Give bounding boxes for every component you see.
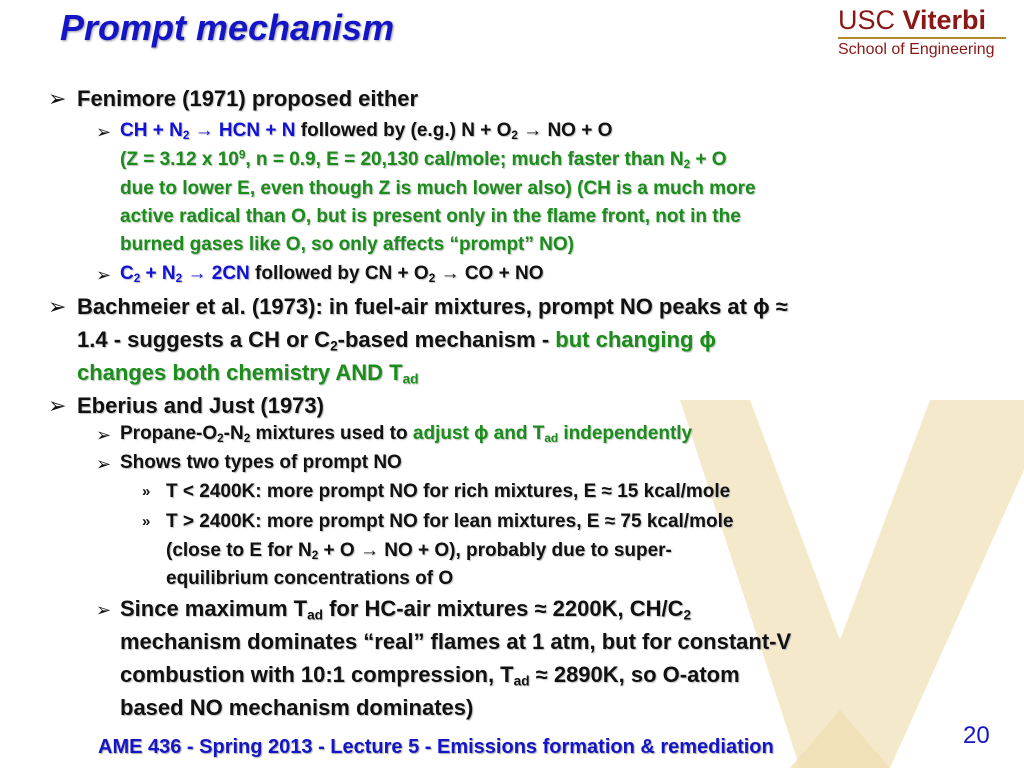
sub-bullet-max-tad: Since maximum $T_{ad}$ for HC-air mixtures ≈ 2200K, $CH/C_2$ (120, 596, 692, 623)
arrow-bullet-icon: ➢ (96, 265, 112, 285)
explanation-line: due to lower E, even though Z is much lower also) (CH is a much more (120, 178, 756, 199)
slide-footer: AME 436 - Spring 2013 - Lecture 5 - Emissions formation & remediation (98, 736, 774, 758)
arrow-bullet-icon: ➢ (48, 294, 67, 319)
sub-bullet-ch-reaction: CH + $N_2$ → HCN + N followed by (e.g.) $N + O_2$ → NO + O (120, 120, 613, 142)
sub-sub-bullet-lean-line3: equilibrium concentrations of O (166, 568, 454, 589)
explanation-line: burned gases like O, so only affects “prompt” NO) (120, 234, 574, 255)
sub-bullet-max-tad-line3: combustion with 10:1 compression, $T_{ad} \approx 2890K$, so O-atom (120, 662, 740, 689)
arrow-bullet-icon: ➢ (96, 425, 112, 445)
usc-viterbi-logo: USC Viterbi School of Engineering (838, 4, 1006, 59)
bullet-bachmeier: Bachmeier et al. (1973): in fuel-air mixtures, prompt NO peaks at ϕ ≈ (77, 294, 788, 319)
watermark-v-shape (640, 380, 1024, 768)
bullet-eberius: Eberius and Just (1973) (77, 393, 324, 418)
rate-params-line: (Z = 3.12 x $10^9$, n = 0.9, E = 20,130 cal/mole; much faster than $N_2 + O$ (120, 148, 727, 171)
sub-bullet-c2-reaction: $C_2 + N_2 \to 2CN$ followed by CN + $O_2$ → CO + NO (120, 263, 544, 285)
sub-bullet-propane: Propane-$O_2-N_2$ mixtures used to adjust ϕ and $T_{ad}$ independently (120, 423, 693, 445)
arrow-bullet-icon: ➢ (48, 86, 67, 111)
arrow-bullet-icon: ➢ (96, 600, 112, 620)
arrow-bullet-icon: ➢ (48, 393, 67, 418)
bullet-fenimore: Fenimore (1971) proposed either (77, 86, 419, 111)
arrow-bullet-icon: ➢ (96, 454, 112, 474)
sub-bullet-max-tad-line2: mechanism dominates “real” flames at 1 atm, but for constant-V (120, 629, 792, 654)
slide-title: Prompt mechanism (60, 7, 395, 48)
sub-sub-bullet-lean: T > 2400K: more prompt NO for lean mixtures, E ≈ 75 kcal/mole (166, 511, 734, 532)
bullet-bachmeier-line3: changes both chemistry AND $T_{ad}$ (77, 360, 419, 387)
sub-sub-bullet-rich: T < 2400K: more prompt NO for rich mixtures, E ≈ 15 kcal/mole (166, 481, 731, 502)
arrow-bullet-icon: ➢ (96, 122, 112, 142)
sub-bullet-max-tad-line4: based NO mechanism dominates) (120, 695, 474, 720)
page-number: 20 (963, 722, 990, 749)
sub-bullet-two-types: Shows two types of prompt NO (120, 452, 402, 473)
sub-sub-bullet-lean-line2: (close to E for $N_2 + O$ → NO + O), probably due to super- (166, 540, 672, 562)
bullet-bachmeier-line2: 1.4 - suggests a CH or $C_2$-based mechanism - but changing ϕ (77, 327, 716, 354)
raquo-bullet-icon: » (142, 483, 151, 500)
explanation-line: active radical than O, but is present only in the flame front, not in the (120, 206, 741, 227)
raquo-bullet-icon: » (142, 513, 151, 530)
